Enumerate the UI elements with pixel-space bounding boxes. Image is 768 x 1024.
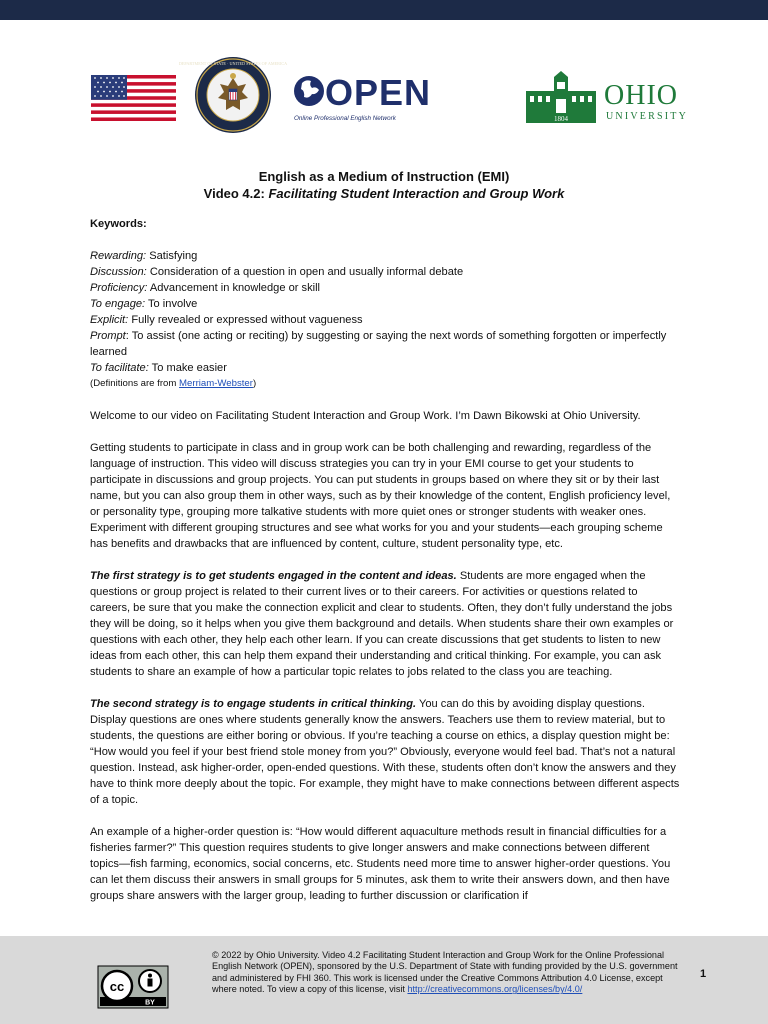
keyword-definition: Fully revealed or expressed without vagueness xyxy=(128,314,363,326)
keyword-term: To engage: xyxy=(90,298,146,310)
keywords-heading: Keywords: xyxy=(90,218,147,230)
open-logo-text: OPEN xyxy=(325,72,432,113)
keyword-item xyxy=(90,296,680,312)
keyword-definition: Satisfying xyxy=(146,250,198,262)
keyword-item xyxy=(90,264,680,280)
title-line-2-prefix: Video 4.2: xyxy=(203,186,269,201)
definitions-source xyxy=(90,376,680,392)
keyword-term: To facilitate: xyxy=(90,362,149,374)
keyword-definition: To involve xyxy=(145,298,198,310)
creative-commons-by-badge-icon xyxy=(98,966,168,1008)
header-logos xyxy=(0,55,768,145)
paragraph-3 xyxy=(90,696,680,808)
paragraph-1: Getting students to participate in class and in group work can be both challenging and rewarding, regardless of the language of instruction. This video will discuss strategies you can try in your EMI course to get your students to participate in discussions and group projects. You can put students in groups based on where they sit or by their last name, but you can also group them in other ways, such as by their knowledge of the content, English proficiency level, or personality type, grouping more talkative students with more quiet ones or stronger students with weaker ones. Experiment with different grouping structures and see what works for you and your students—each grouping scheme has benefits and drawbacks that are influenced by content, culture, student personality type, etc. xyxy=(90,442,671,550)
keyword-item xyxy=(90,360,680,376)
paragraph-2 xyxy=(90,568,680,680)
keyword-definition: : To assist (one acting or reciting) by suggesting or saying the next words of something forgotten or imperfectly learned xyxy=(90,330,667,358)
keyword-definition: Advancement in knowledge or skill xyxy=(147,282,321,294)
keyword-item xyxy=(90,312,680,328)
us-flag-icon xyxy=(91,75,176,121)
source-prefix: (Definitions are from xyxy=(90,378,180,389)
keyword-term: Prompt xyxy=(90,330,126,342)
title-line-2 xyxy=(0,185,768,202)
page-number: 1 xyxy=(700,968,707,980)
seal-text: DEPARTMENT OF STATE · UNITED STATES OF AMERICA xyxy=(178,61,288,66)
title-line-1: English as a Medium of Instruction (EMI) xyxy=(258,169,510,184)
keyword-item xyxy=(90,328,680,360)
top-banner xyxy=(0,0,768,20)
ohio-logo-subtitle: UNIVERSITY xyxy=(606,111,688,122)
keyword-term: Explicit: xyxy=(90,314,129,326)
keyword-term: Rewarding: xyxy=(90,250,147,262)
merriam-webster-link[interactable]: Merriam-Webster xyxy=(179,378,253,389)
document-body xyxy=(90,216,680,904)
keyword-definition: To make easier xyxy=(148,362,227,374)
ohio-logo-text: OHIO xyxy=(604,80,678,111)
license-text xyxy=(212,950,682,996)
keyword-item xyxy=(90,248,680,264)
open-logo-icon xyxy=(292,69,432,125)
page-footer xyxy=(0,936,768,1024)
document-title xyxy=(0,168,768,202)
keyword-item xyxy=(90,280,680,296)
license-statement: © 2022 by Ohio University. Video 4.2 Facilitating Student Interaction and Group Work for the Online Professional English Network (OPEN), sponsored by the U.S. Department of State with funding provided by the U.S. government and administered by FHI 360. This work is licensed under the Creative Commons Attribution 4.0 License, except where noted. To view a copy of this license, visit xyxy=(212,950,678,995)
keyword-definition: Consideration of a question in open and usually informal debate xyxy=(146,266,464,278)
svg-text:cc: cc xyxy=(109,979,125,994)
keyword-term: Discussion: xyxy=(90,266,147,278)
paragraph-3-lead: The second strategy is to engage students in critical thinking. xyxy=(90,698,417,710)
paragraph-2-lead: The first strategy is to get students engaged in the content and ideas. xyxy=(90,570,457,582)
ohio-logo-year: 1804 xyxy=(554,115,568,123)
paragraph-4: An example of a higher-order question is: “How would different aquaculture methods result in financial difficulties for a fisheries farmer?” This question requires students to give longer answers and make connections between different topics—fish farming, economics, social concerns, etc. Students need more time to answer higher-order questions. You can let them discuss their answers in small groups for 5 minutes, ask them to write their answers down, and then have groups share answers with the larger group, leading to further discussion or clarification if xyxy=(90,826,671,902)
open-logo-subtitle: Online Professional English Network xyxy=(294,115,396,122)
source-suffix: ) xyxy=(252,378,257,389)
paragraph-3-rest: You can do this by avoiding display questions. Display questions are ones where students generally know the answers. Teachers use them to review material, but to students, the questions are either boring or obvious. If you’re teaching a course on ethics, a display question might be: “How would you feel if your best friend stole money from you?” Obviously, everyone would feel bad. That’s not a natural question. Instead, ask higher-order, open-ended questions. With these, students often don’t know the answers and they have to think more deeply about the topic. For example, they might have to make connections between different aspects of a topic. xyxy=(90,698,680,806)
paragraph-2-rest: Students are more engaged when the questions or group project is related to their current lives or to their careers. For activities or questions related to careers, be sure that you make the connection explicit and clear to students. Often, they don’t fully understand the jobs they will be doing, so it helps when you give them background and details. When students share their own examples or questions with each other, they help each other learn. If you can create discussions that get students to listen to new ideas from each other, this can help them expand their understanding and critical thinking. For example, you can ask students to share an example of how a particular topic relates to jobs related to the class you are teaching. xyxy=(90,570,674,678)
ohio-university-logo-icon xyxy=(524,71,710,125)
license-link[interactable]: http://creativecommons.org/licenses/by/4.0/ xyxy=(407,984,583,995)
cc-badge-text: BY xyxy=(145,999,155,1007)
keyword-term: Proficiency: xyxy=(90,282,148,294)
keywords-list xyxy=(90,248,680,392)
state-department-seal-icon xyxy=(178,56,288,134)
intro-paragraph: Welcome to our video on Facilitating Student Interaction and Group Work. I’m Dawn Bikowski at Ohio University. xyxy=(90,410,641,422)
title-line-2-italic: Facilitating Student Interaction and Group Work xyxy=(268,186,565,201)
